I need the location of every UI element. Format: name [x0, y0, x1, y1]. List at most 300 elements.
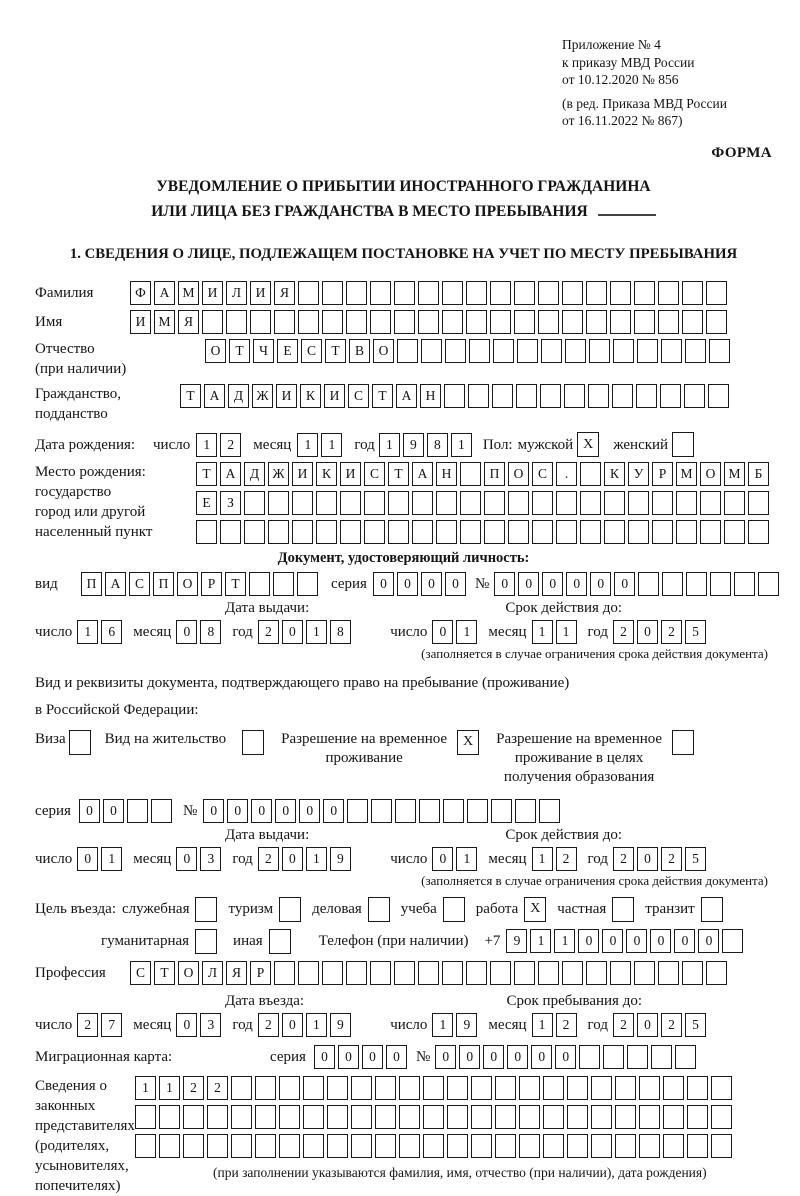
char-cell[interactable]: 6 [101, 620, 122, 644]
char-cell[interactable] [610, 281, 631, 305]
char-cell[interactable] [627, 1045, 648, 1069]
char-cell[interactable] [327, 1134, 348, 1158]
char-cell[interactable]: 1 [159, 1076, 180, 1100]
char-cell[interactable] [639, 1134, 660, 1158]
char-cell[interactable] [562, 281, 583, 305]
char-cell[interactable] [395, 799, 416, 823]
char-cell[interactable] [508, 491, 529, 515]
char-cell[interactable]: 0 [338, 1045, 359, 1069]
char-cell[interactable] [610, 310, 631, 334]
char-cell[interactable]: 2 [183, 1076, 204, 1100]
char-cell[interactable] [490, 961, 511, 985]
char-cell[interactable]: 5 [685, 847, 706, 871]
char-cell[interactable] [298, 961, 319, 985]
char-cell[interactable]: 1 [532, 1013, 553, 1037]
char-cell[interactable] [346, 961, 367, 985]
char-cell[interactable] [423, 1076, 444, 1100]
char-cell[interactable] [327, 1105, 348, 1129]
char-cell[interactable] [543, 1105, 564, 1129]
char-cell[interactable] [220, 520, 241, 544]
char-cell[interactable]: 0 [282, 620, 303, 644]
char-cell[interactable] [567, 1105, 588, 1129]
char-cell[interactable] [370, 310, 391, 334]
char-cell[interactable] [615, 1076, 636, 1100]
char-cell[interactable]: . [556, 462, 577, 486]
char-cell[interactable]: 1 [306, 1013, 327, 1037]
char-cell[interactable] [370, 961, 391, 985]
char-cell[interactable]: 0 [176, 847, 197, 871]
char-cell[interactable] [638, 572, 659, 596]
char-cell[interactable]: Р [652, 462, 673, 486]
purpose-private-checkbox[interactable] [612, 897, 634, 922]
char-cell[interactable] [495, 1076, 516, 1100]
char-cell[interactable]: 9 [456, 1013, 477, 1037]
purpose-tourism-checkbox[interactable] [279, 897, 301, 922]
char-cell[interactable] [250, 310, 271, 334]
char-cell[interactable]: 0 [698, 929, 719, 953]
char-cell[interactable] [244, 520, 265, 544]
char-cell[interactable]: С [532, 462, 553, 486]
char-cell[interactable] [658, 310, 679, 334]
char-cell[interactable] [663, 1076, 684, 1100]
char-cell[interactable] [268, 520, 289, 544]
char-cell[interactable] [399, 1076, 420, 1100]
char-cell[interactable]: 1 [321, 433, 342, 457]
char-cell[interactable] [748, 520, 769, 544]
char-cell[interactable]: 3 [200, 1013, 221, 1037]
char-cell[interactable] [231, 1105, 252, 1129]
char-cell[interactable]: 1 [456, 847, 477, 871]
char-cell[interactable]: И [292, 462, 313, 486]
char-cell[interactable] [662, 572, 683, 596]
char-cell[interactable]: 0 [637, 847, 658, 871]
char-cell[interactable] [706, 281, 727, 305]
char-cell[interactable] [519, 1105, 540, 1129]
option-temp-residence-checkbox[interactable]: X [457, 730, 479, 755]
char-cell[interactable]: 0 [203, 799, 224, 823]
char-cell[interactable]: И [250, 281, 271, 305]
char-cell[interactable] [159, 1134, 180, 1158]
char-cell[interactable] [538, 310, 559, 334]
char-cell[interactable] [540, 384, 561, 408]
char-cell[interactable] [196, 520, 217, 544]
char-cell[interactable] [758, 572, 779, 596]
char-cell[interactable] [734, 572, 755, 596]
char-cell[interactable] [579, 1045, 600, 1069]
char-cell[interactable]: Т [180, 384, 201, 408]
char-cell[interactable]: 0 [282, 847, 303, 871]
char-cell[interactable] [443, 799, 464, 823]
char-cell[interactable]: 1 [297, 433, 318, 457]
char-cell[interactable] [322, 961, 343, 985]
char-cell[interactable] [663, 1105, 684, 1129]
option-visa-checkbox[interactable] [69, 730, 91, 755]
char-cell[interactable]: А [412, 462, 433, 486]
char-cell[interactable]: А [396, 384, 417, 408]
char-cell[interactable]: 0 [227, 799, 248, 823]
char-cell[interactable] [634, 961, 655, 985]
char-cell[interactable] [493, 339, 514, 363]
char-cell[interactable] [351, 1105, 372, 1129]
char-cell[interactable]: 0 [483, 1045, 504, 1069]
char-cell[interactable] [660, 384, 681, 408]
char-cell[interactable] [364, 520, 385, 544]
char-cell[interactable] [603, 1045, 624, 1069]
char-cell[interactable]: 2 [207, 1076, 228, 1100]
char-cell[interactable] [255, 1105, 276, 1129]
char-cell[interactable] [466, 961, 487, 985]
char-cell[interactable] [543, 1076, 564, 1100]
char-cell[interactable] [375, 1076, 396, 1100]
char-cell[interactable] [586, 310, 607, 334]
char-cell[interactable] [676, 491, 697, 515]
char-cell[interactable] [244, 491, 265, 515]
char-cell[interactable]: 1 [451, 433, 472, 457]
char-cell[interactable] [663, 1134, 684, 1158]
char-cell[interactable] [399, 1105, 420, 1129]
char-cell[interactable]: К [604, 462, 625, 486]
char-cell[interactable] [471, 1076, 492, 1100]
char-cell[interactable] [471, 1134, 492, 1158]
char-cell[interactable]: 2 [77, 1013, 98, 1037]
char-cell[interactable] [436, 520, 457, 544]
purpose-other-checkbox[interactable] [269, 929, 291, 954]
char-cell[interactable]: Л [226, 281, 247, 305]
char-cell[interactable] [709, 339, 730, 363]
char-cell[interactable] [207, 1105, 228, 1129]
char-cell[interactable] [484, 491, 505, 515]
char-cell[interactable] [637, 339, 658, 363]
char-cell[interactable]: 0 [602, 929, 623, 953]
char-cell[interactable]: 7 [101, 1013, 122, 1037]
char-cell[interactable] [722, 929, 743, 953]
char-cell[interactable] [700, 491, 721, 515]
char-cell[interactable] [371, 799, 392, 823]
char-cell[interactable] [682, 310, 703, 334]
char-cell[interactable]: Ч [253, 339, 274, 363]
char-cell[interactable] [375, 1105, 396, 1129]
char-cell[interactable]: 9 [403, 433, 424, 457]
char-cell[interactable]: 0 [566, 572, 587, 596]
char-cell[interactable] [268, 491, 289, 515]
char-cell[interactable]: 0 [542, 572, 563, 596]
char-cell[interactable]: 1 [432, 1013, 453, 1037]
char-cell[interactable]: 0 [275, 799, 296, 823]
char-cell[interactable] [418, 961, 439, 985]
char-cell[interactable] [412, 491, 433, 515]
char-cell[interactable] [279, 1134, 300, 1158]
char-cell[interactable]: И [130, 310, 151, 334]
char-cell[interactable] [556, 491, 577, 515]
purpose-transit-checkbox[interactable] [701, 897, 723, 922]
char-cell[interactable]: Е [196, 491, 217, 515]
female-checkbox[interactable] [672, 432, 694, 457]
char-cell[interactable] [347, 799, 368, 823]
char-cell[interactable]: 0 [299, 799, 320, 823]
char-cell[interactable]: 2 [258, 847, 279, 871]
char-cell[interactable] [322, 310, 343, 334]
char-cell[interactable] [686, 572, 707, 596]
char-cell[interactable]: 0 [421, 572, 442, 596]
char-cell[interactable] [634, 310, 655, 334]
char-cell[interactable] [292, 520, 313, 544]
char-cell[interactable]: В [349, 339, 370, 363]
purpose-official-checkbox[interactable] [195, 897, 217, 922]
char-cell[interactable]: 0 [578, 929, 599, 953]
char-cell[interactable] [706, 961, 727, 985]
char-cell[interactable]: Ф [130, 281, 151, 305]
char-cell[interactable]: Д [228, 384, 249, 408]
char-cell[interactable] [636, 384, 657, 408]
char-cell[interactable] [466, 281, 487, 305]
char-cell[interactable]: 1 [379, 433, 400, 457]
char-cell[interactable] [322, 281, 343, 305]
char-cell[interactable] [394, 310, 415, 334]
char-cell[interactable]: 1 [532, 620, 553, 644]
char-cell[interactable] [565, 339, 586, 363]
char-cell[interactable]: У [628, 462, 649, 486]
char-cell[interactable]: Ж [268, 462, 289, 486]
char-cell[interactable] [567, 1076, 588, 1100]
char-cell[interactable]: 1 [456, 620, 477, 644]
char-cell[interactable] [297, 572, 318, 596]
char-cell[interactable]: М [724, 462, 745, 486]
char-cell[interactable] [467, 799, 488, 823]
char-cell[interactable]: Н [420, 384, 441, 408]
char-cell[interactable]: 0 [282, 1013, 303, 1037]
char-cell[interactable]: 0 [432, 620, 453, 644]
char-cell[interactable]: С [129, 572, 150, 596]
char-cell[interactable]: С [364, 462, 385, 486]
char-cell[interactable]: 1 [196, 433, 217, 457]
char-cell[interactable] [586, 281, 607, 305]
char-cell[interactable]: 0 [445, 572, 466, 596]
char-cell[interactable]: О [205, 339, 226, 363]
char-cell[interactable]: 0 [362, 1045, 383, 1069]
char-cell[interactable]: 0 [373, 572, 394, 596]
char-cell[interactable] [351, 1076, 372, 1100]
male-checkbox[interactable]: X [577, 432, 599, 457]
char-cell[interactable]: 0 [637, 620, 658, 644]
char-cell[interactable]: И [276, 384, 297, 408]
char-cell[interactable]: Е [277, 339, 298, 363]
char-cell[interactable]: 0 [314, 1045, 335, 1069]
char-cell[interactable]: 0 [176, 1013, 197, 1037]
char-cell[interactable]: 5 [685, 620, 706, 644]
char-cell[interactable] [532, 520, 553, 544]
char-cell[interactable]: 1 [554, 929, 575, 953]
char-cell[interactable]: С [130, 961, 151, 985]
char-cell[interactable]: Н [436, 462, 457, 486]
char-cell[interactable] [676, 520, 697, 544]
char-cell[interactable]: 0 [251, 799, 272, 823]
char-cell[interactable]: О [178, 961, 199, 985]
char-cell[interactable]: П [153, 572, 174, 596]
char-cell[interactable] [436, 491, 457, 515]
char-cell[interactable] [394, 961, 415, 985]
char-cell[interactable] [519, 1134, 540, 1158]
char-cell[interactable] [127, 799, 148, 823]
char-cell[interactable] [469, 339, 490, 363]
char-cell[interactable]: А [220, 462, 241, 486]
char-cell[interactable]: А [204, 384, 225, 408]
char-cell[interactable] [514, 281, 535, 305]
char-cell[interactable] [484, 520, 505, 544]
char-cell[interactable] [447, 1134, 468, 1158]
char-cell[interactable]: Я [274, 281, 295, 305]
char-cell[interactable]: 0 [518, 572, 539, 596]
char-cell[interactable] [471, 1105, 492, 1129]
char-cell[interactable]: 1 [101, 847, 122, 871]
char-cell[interactable]: И [324, 384, 345, 408]
char-cell[interactable] [202, 310, 223, 334]
char-cell[interactable]: 0 [531, 1045, 552, 1069]
char-cell[interactable] [508, 520, 529, 544]
char-cell[interactable]: 0 [323, 799, 344, 823]
char-cell[interactable]: 0 [459, 1045, 480, 1069]
char-cell[interactable] [346, 281, 367, 305]
char-cell[interactable]: 8 [330, 620, 351, 644]
char-cell[interactable]: К [316, 462, 337, 486]
char-cell[interactable] [418, 310, 439, 334]
char-cell[interactable]: Т [225, 572, 246, 596]
char-cell[interactable] [495, 1134, 516, 1158]
char-cell[interactable] [327, 1076, 348, 1100]
char-cell[interactable] [249, 572, 270, 596]
char-cell[interactable] [543, 1134, 564, 1158]
char-cell[interactable]: 9 [506, 929, 527, 953]
char-cell[interactable] [519, 1076, 540, 1100]
char-cell[interactable] [447, 1105, 468, 1129]
char-cell[interactable] [442, 281, 463, 305]
char-cell[interactable] [580, 462, 601, 486]
char-cell[interactable]: 1 [532, 847, 553, 871]
char-cell[interactable]: Я [178, 310, 199, 334]
char-cell[interactable]: О [508, 462, 529, 486]
char-cell[interactable] [615, 1105, 636, 1129]
char-cell[interactable] [658, 961, 679, 985]
char-cell[interactable]: И [340, 462, 361, 486]
char-cell[interactable] [639, 1076, 660, 1100]
char-cell[interactable] [340, 520, 361, 544]
char-cell[interactable] [724, 491, 745, 515]
char-cell[interactable] [567, 1134, 588, 1158]
char-cell[interactable]: 2 [556, 1013, 577, 1037]
char-cell[interactable] [684, 384, 705, 408]
char-cell[interactable]: Т [388, 462, 409, 486]
char-cell[interactable]: О [700, 462, 721, 486]
char-cell[interactable] [346, 310, 367, 334]
char-cell[interactable]: 0 [432, 847, 453, 871]
char-cell[interactable]: 0 [626, 929, 647, 953]
char-cell[interactable] [460, 491, 481, 515]
char-cell[interactable] [492, 384, 513, 408]
char-cell[interactable] [364, 491, 385, 515]
char-cell[interactable] [303, 1076, 324, 1100]
char-cell[interactable]: П [484, 462, 505, 486]
char-cell[interactable]: 9 [330, 1013, 351, 1037]
char-cell[interactable] [591, 1076, 612, 1100]
char-cell[interactable] [442, 961, 463, 985]
char-cell[interactable] [685, 339, 706, 363]
char-cell[interactable]: О [373, 339, 394, 363]
char-cell[interactable] [687, 1105, 708, 1129]
char-cell[interactable]: Я [226, 961, 247, 985]
char-cell[interactable] [316, 520, 337, 544]
char-cell[interactable] [279, 1076, 300, 1100]
char-cell[interactable]: 0 [77, 847, 98, 871]
char-cell[interactable]: 0 [674, 929, 695, 953]
char-cell[interactable]: М [178, 281, 199, 305]
char-cell[interactable] [442, 310, 463, 334]
char-cell[interactable] [687, 1076, 708, 1100]
char-cell[interactable]: И [202, 281, 223, 305]
char-cell[interactable] [711, 1105, 732, 1129]
char-cell[interactable] [711, 1076, 732, 1100]
char-cell[interactable] [490, 281, 511, 305]
purpose-work-checkbox[interactable]: X [524, 897, 546, 922]
char-cell[interactable] [591, 1134, 612, 1158]
char-cell[interactable]: С [348, 384, 369, 408]
char-cell[interactable] [460, 462, 481, 486]
char-cell[interactable] [183, 1134, 204, 1158]
char-cell[interactable] [423, 1105, 444, 1129]
char-cell[interactable] [538, 961, 559, 985]
char-cell[interactable] [303, 1105, 324, 1129]
char-cell[interactable] [661, 339, 682, 363]
char-cell[interactable] [652, 520, 673, 544]
char-cell[interactable]: 1 [530, 929, 551, 953]
char-cell[interactable]: Р [250, 961, 271, 985]
char-cell[interactable] [613, 339, 634, 363]
char-cell[interactable]: М [154, 310, 175, 334]
char-cell[interactable]: 2 [220, 433, 241, 457]
char-cell[interactable]: М [676, 462, 697, 486]
char-cell[interactable] [652, 491, 673, 515]
char-cell[interactable] [316, 491, 337, 515]
char-cell[interactable]: Т [229, 339, 250, 363]
char-cell[interactable] [394, 281, 415, 305]
char-cell[interactable] [423, 1134, 444, 1158]
char-cell[interactable] [159, 1105, 180, 1129]
char-cell[interactable]: Т [372, 384, 393, 408]
char-cell[interactable] [231, 1134, 252, 1158]
char-cell[interactable] [556, 520, 577, 544]
char-cell[interactable]: 0 [103, 799, 124, 823]
char-cell[interactable] [591, 1105, 612, 1129]
char-cell[interactable] [586, 961, 607, 985]
char-cell[interactable]: 3 [200, 847, 221, 871]
char-cell[interactable] [610, 961, 631, 985]
char-cell[interactable] [514, 961, 535, 985]
char-cell[interactable] [460, 520, 481, 544]
char-cell[interactable] [651, 1045, 672, 1069]
char-cell[interactable] [421, 339, 442, 363]
char-cell[interactable] [351, 1134, 372, 1158]
char-cell[interactable]: О [177, 572, 198, 596]
char-cell[interactable]: 0 [637, 1013, 658, 1037]
char-cell[interactable] [491, 799, 512, 823]
char-cell[interactable] [516, 384, 537, 408]
char-cell[interactable]: 0 [397, 572, 418, 596]
purpose-business-checkbox[interactable] [368, 897, 390, 922]
char-cell[interactable]: 2 [556, 847, 577, 871]
char-cell[interactable] [711, 1134, 732, 1158]
char-cell[interactable] [444, 384, 465, 408]
char-cell[interactable] [628, 491, 649, 515]
char-cell[interactable] [231, 1076, 252, 1100]
char-cell[interactable] [279, 1105, 300, 1129]
